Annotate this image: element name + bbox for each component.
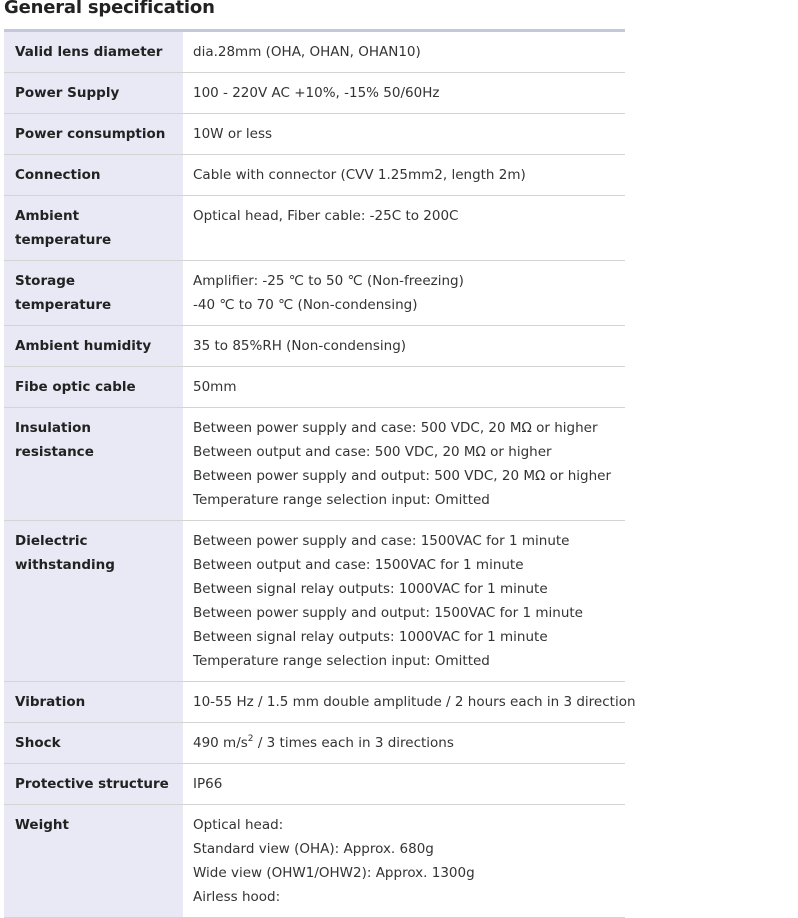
value-line: Optical head, Fiber cable: -25C to 200C [193, 208, 459, 224]
spec-value [183, 723, 625, 764]
spec-label: Ambient temperature [4, 196, 183, 261]
table-row [4, 196, 625, 261]
table-row [4, 261, 625, 326]
value-line: Amplifier: -25 ℃ to 50 ℃ (Non-freezing) [193, 273, 464, 289]
spec-value [183, 682, 636, 723]
spec-value [183, 114, 625, 155]
value-line: 10-55 Hz / 1.5 mm double amplitude / 2 hours each in 3 direction [193, 694, 636, 710]
spec-label: Vibration [4, 682, 183, 723]
spec-label: Storage temperature [4, 261, 183, 326]
spec-label: Fibe optic cable [4, 367, 183, 408]
table-row [4, 326, 625, 367]
spec-table [4, 29, 636, 918]
value-line: Temperature range selection input: Omitted [193, 492, 490, 508]
table-row [4, 682, 625, 723]
table-row [4, 367, 625, 408]
value-line: Cable with connector (CVV 1.25mm2, length 2m) [193, 167, 526, 183]
spec-value [183, 155, 625, 196]
spec-label: Power consumption [4, 114, 183, 155]
spec-value [183, 196, 625, 261]
table-row [4, 521, 625, 682]
value-line: -40 ℃ to 70 ℃ (Non-condensing) [193, 297, 418, 313]
value-line: Standard view (OHA): Approx. 680g [193, 841, 434, 857]
value-line: Between power supply and output: 1500VAC for 1 minute [193, 605, 583, 621]
spec-value [183, 31, 625, 73]
spec-label: Ambient humidity [4, 326, 183, 367]
shock-value: 490 m/s [193, 735, 248, 751]
value-line: Between power supply and case: 500 VDC, 20 MΩ or higher [193, 420, 598, 436]
spec-label: Power Supply [4, 73, 183, 114]
spec-label: Weight [4, 805, 183, 918]
table-row [4, 408, 625, 521]
spec-value [183, 73, 625, 114]
value-line: Between signal relay outputs: 1000VAC for 1 minute [193, 581, 548, 597]
value-line: 50mm [193, 379, 237, 395]
shock-suffix: / 3 times each in 3 directions [253, 735, 454, 751]
table-row [4, 114, 625, 155]
spec-value [183, 805, 625, 918]
value-line: Between output and case: 1500VAC for 1 minute [193, 557, 524, 573]
table-row [4, 805, 625, 918]
spec-label: Connection [4, 155, 183, 196]
value-line: 100 - 220V AC +10%, -15% 50/60Hz [193, 85, 440, 101]
spec-label: Insulation resistance [4, 408, 183, 521]
value-line: 35 to 85%RH (Non-condensing) [193, 338, 407, 354]
value-line: IP66 [193, 776, 223, 792]
spec-label: Dielectric withstanding [4, 521, 183, 682]
value-line [193, 731, 615, 755]
value-line: Between power supply and output: 500 VDC, 20 MΩ or higher [193, 468, 612, 484]
table-row [4, 155, 625, 196]
spec-value [183, 326, 625, 367]
table-row [4, 31, 625, 73]
spec-label: Valid lens diameter [4, 31, 183, 73]
value-line: Between output and case: 500 VDC, 20 MΩ or higher [193, 444, 552, 460]
table-row [4, 73, 625, 114]
spec-label: Protective structure [4, 764, 183, 805]
table-row [4, 723, 625, 764]
spec-value [183, 764, 625, 805]
spec-value [183, 408, 625, 521]
spec-value [183, 367, 625, 408]
value-line: Optical head: [193, 817, 284, 833]
spec-value [183, 261, 625, 326]
value-line: Between signal relay outputs: 1000VAC for 1 minute [193, 629, 548, 645]
value-line: dia.28mm (OHA, OHAN, OHAN10) [193, 44, 421, 60]
value-line: Wide view (OHW1/OHW2): Approx. 1300g [193, 865, 475, 881]
value-line: Airless hood: [193, 889, 281, 905]
value-line: Between power supply and case: 1500VAC for 1 minute [193, 533, 570, 549]
spec-value [183, 521, 625, 682]
table-row [4, 764, 625, 805]
page-title: General specification [4, 0, 215, 18]
spec-label: Shock [4, 723, 183, 764]
value-line: Temperature range selection input: Omitted [193, 653, 490, 669]
value-line: 10W or less [193, 126, 273, 142]
superscript: 2 [247, 734, 254, 744]
